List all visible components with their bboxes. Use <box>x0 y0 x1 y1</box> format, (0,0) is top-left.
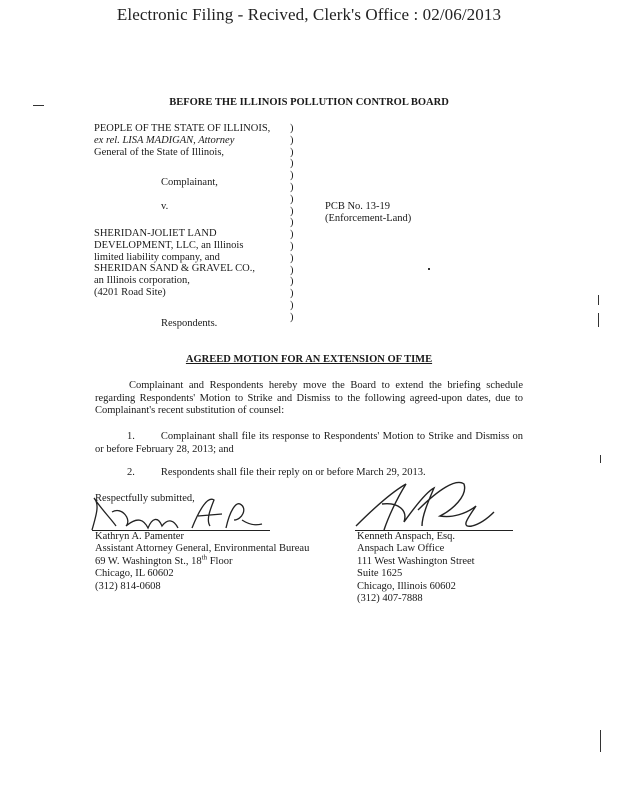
signer-street: 111 West Washington Street <box>357 555 475 567</box>
item-number: 1. <box>127 431 135 442</box>
address-part: 69 W. Washington St., 18 <box>95 555 202 567</box>
case-type: (Enforcement-Land) <box>325 213 412 224</box>
signer-city: Chicago, IL 60602 <box>95 568 174 580</box>
signer-name: Kenneth Anspach, Esq. <box>357 531 455 542</box>
paren: ) <box>290 170 294 182</box>
paren: ) <box>290 276 294 288</box>
board-title: BEFORE THE ILLINOIS POLLUTION CONTROL BOARD <box>169 97 449 108</box>
address-sup: th <box>201 553 208 562</box>
signer-phone: (312) 814-0608 <box>95 580 161 592</box>
scan-mark <box>598 313 599 327</box>
item-text: Complainant shall file its response to Respondents' Motion to Strike and Dismiss on or before February 28, 2013; and <box>95 431 523 455</box>
paren: ) <box>290 240 294 252</box>
caption-line: General of the State of Illinois, <box>94 146 225 158</box>
paren: ) <box>290 134 294 146</box>
caption-parens <box>290 123 294 324</box>
complainant-label: Complainant, <box>161 177 218 188</box>
caption-complainant <box>94 123 270 158</box>
item-text: Respondents shall file their reply on or before March 29, 2013. <box>160 467 426 478</box>
caption-line: (4201 Road Site) <box>94 286 166 298</box>
scan-mark <box>600 730 601 752</box>
paren: ) <box>290 158 294 170</box>
intro-paragraph <box>95 380 523 418</box>
signer-address <box>95 553 309 568</box>
paren: ) <box>290 229 294 241</box>
item-1 <box>95 431 523 456</box>
paren: ) <box>290 146 294 158</box>
paren: ) <box>290 123 294 134</box>
caption-line: PEOPLE OF THE STATE OF ILLINOIS, <box>94 123 271 134</box>
item-number: 2. <box>127 467 135 478</box>
signer-name: Kathryn A. Pamenter <box>95 531 184 542</box>
scan-mark <box>600 455 601 463</box>
filing-stamp: Electronic Filing - Recived, Clerk's Office : 02/06/2013 <box>116 5 502 24</box>
paren: ) <box>290 205 294 217</box>
closing-text: Respectfully submitted, <box>95 493 195 504</box>
caption-respondents <box>94 228 255 299</box>
caption-line: ex rel. LISA MADIGAN, Attorney <box>94 134 235 146</box>
caption-line: limited liability company, and <box>94 251 220 263</box>
caption-line: SHERIDAN SAND & GRAVEL CO., <box>94 263 256 275</box>
paren: ) <box>290 288 294 300</box>
scan-mark <box>428 268 430 270</box>
address-part: Floor <box>207 555 233 567</box>
signer-phone: (312) 407-7888 <box>357 593 423 605</box>
signer-title: Assistant Attorney General, Environmental Bureau <box>95 543 310 555</box>
paren: ) <box>290 299 294 311</box>
signer-suite: Suite 1625 <box>357 568 403 580</box>
paren: ) <box>290 311 294 323</box>
signer-city: Chicago, Illinois 60602 <box>357 580 456 592</box>
caption-line: DEVELOPMENT, LLC, an Illinois <box>94 239 244 251</box>
case-number: PCB No. 13-19 <box>325 201 391 212</box>
signature-right-handwriting <box>348 470 498 538</box>
paren: ) <box>290 252 294 264</box>
versus-label: v. <box>161 201 169 212</box>
intro-text: Complainant and Respondents hereby move the Board to extend the briefing schedule regarding Respondents' Motion to Strike and Dismiss to the following agreed-upon dates, due to Complainant's recent substitution of counsel: <box>95 380 523 417</box>
paren: ) <box>290 217 294 229</box>
signer-firm: Anspach Law Office <box>357 543 445 555</box>
caption-line: an Illinois corporation, <box>94 275 190 287</box>
signature-block-left <box>95 531 309 593</box>
respondents-label: Respondents. <box>161 318 218 329</box>
signature-block-right <box>357 531 475 605</box>
paren: ) <box>290 181 294 193</box>
paren: ) <box>290 264 294 276</box>
scan-mark <box>598 295 599 305</box>
caption-line: SHERIDAN-JOLIET LAND <box>94 228 217 239</box>
paren: ) <box>290 193 294 205</box>
motion-title: AGREED MOTION FOR AN EXTENSION OF TIME <box>185 354 433 365</box>
